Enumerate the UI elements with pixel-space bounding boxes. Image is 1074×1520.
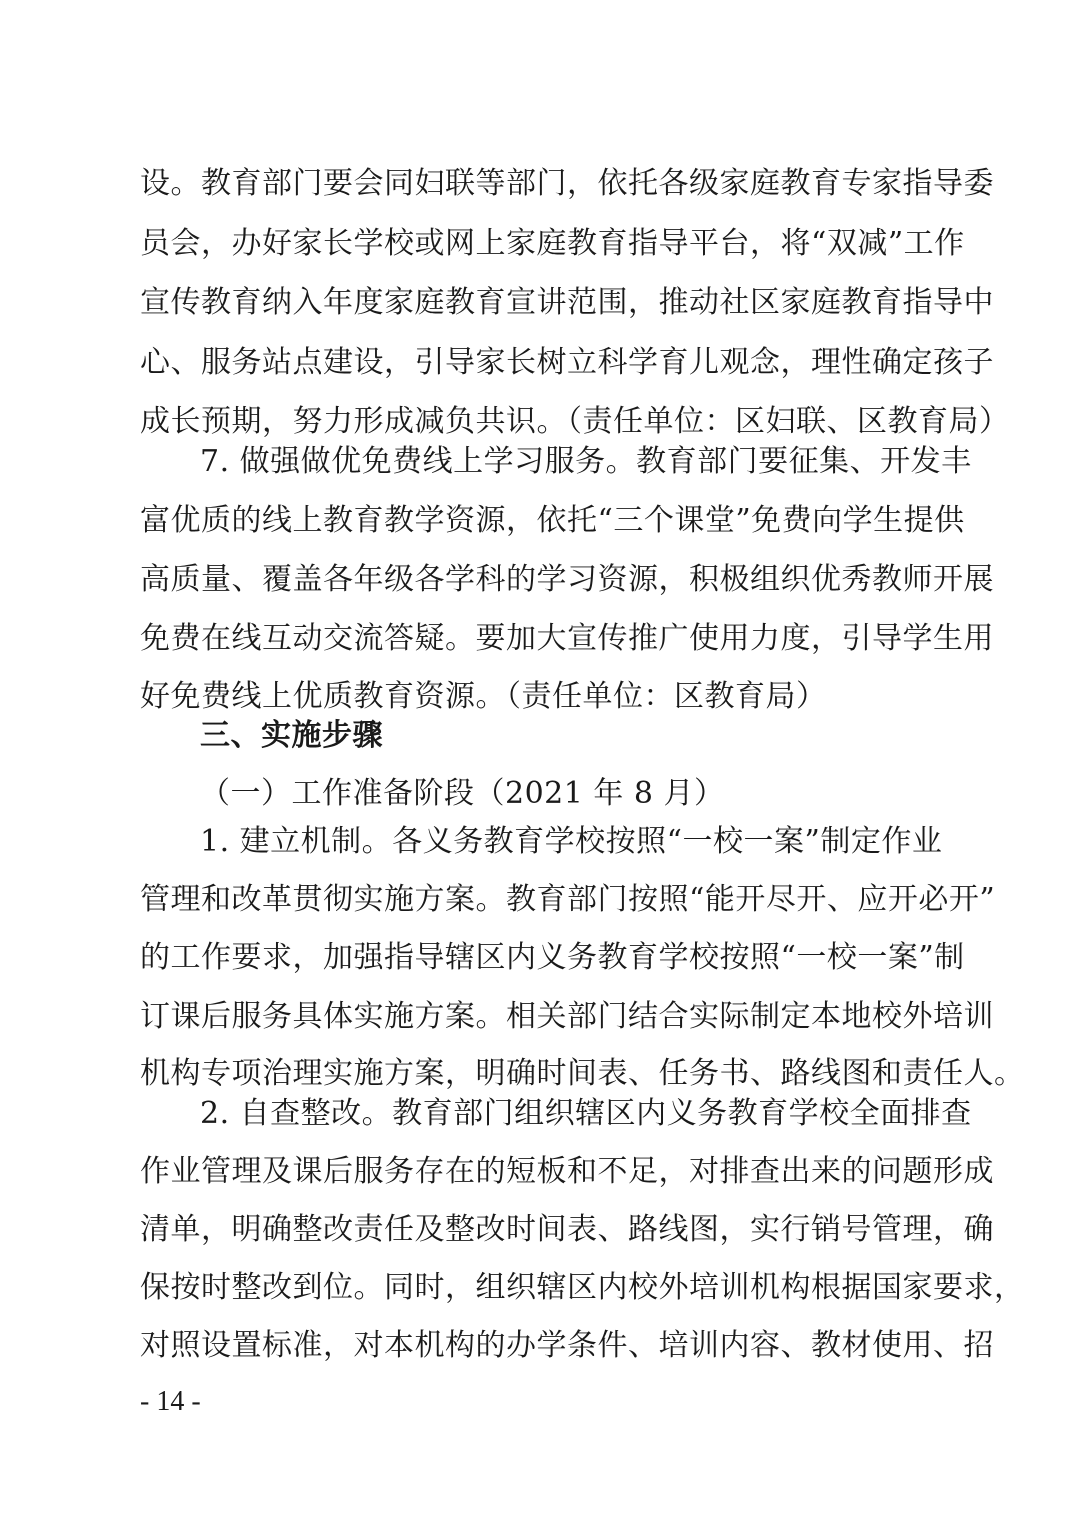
paragraph-line: 7. 做强做优免费线上学习服务。教育部门要征集、开发丰 <box>200 444 972 479</box>
paragraph-line: 清单，明确整改责任及整改时间表、路线图，实行销号管理，确 <box>140 1212 994 1247</box>
paragraph-line: 成长预期，努力形成减负共识。（责任单位：区妇联、区教育局） <box>140 404 1010 439</box>
paragraph-line: 员会，办好家长学校或网上家庭教育指导平台，将“双减”工作 <box>140 226 965 261</box>
paragraph-line: 保按时整改到位。同时，组织辖区内校外培训机构根据国家要求， <box>140 1270 1025 1305</box>
subsection-heading: （一）工作准备阶段（2021 年 8 月） <box>200 776 725 811</box>
page-number: - 14 - <box>140 1386 201 1417</box>
paragraph-line: 心、服务站点建设，引导家长树立科学育儿观念，理性确定孩子 <box>140 345 994 380</box>
paragraph-line: 设。教育部门要会同妇联等部门，依托各级家庭教育专家指导委 <box>140 166 994 201</box>
paragraph-line: 作业管理及课后服务存在的短板和不足，对排查出来的问题形成 <box>140 1154 994 1189</box>
paragraph-line: 的工作要求，加强指导辖区内义务教育学校按照“一校一案”制 <box>140 940 965 975</box>
paragraph-line: 1. 建立机制。各义务教育学校按照“一校一案”制定作业 <box>200 824 943 859</box>
paragraph-line: 对照设置标准，对本机构的办学条件、培训内容、教材使用、招 <box>140 1328 994 1363</box>
paragraph-line: 机构专项治理实施方案，明确时间表、任务书、路线图和责任人。 <box>140 1056 1025 1091</box>
paragraph-line: 免费在线互动交流答疑。要加大宣传推广使用力度，引导学生用 <box>140 621 994 656</box>
section-heading: 三、实施步骤 <box>200 718 383 753</box>
paragraph-line: 宣传教育纳入年度家庭教育宣讲范围，推动社区家庭教育指导中 <box>140 285 994 320</box>
paragraph-line: 管理和改革贯彻实施方案。教育部门按照“能开尽开、应开必开” <box>140 882 996 917</box>
paragraph-line: 订课后服务具体实施方案。相关部门结合实际制定本地校外培训 <box>140 999 994 1034</box>
paragraph-line: 高质量、覆盖各年级各学科的学习资源，积极组织优秀教师开展 <box>140 562 994 597</box>
paragraph-line: 富优质的线上教育教学资源，依托“三个课堂”免费向学生提供 <box>140 503 965 538</box>
paragraph-line: 2. 自查整改。教育部门组织辖区内义务教育学校全面排查 <box>200 1096 972 1131</box>
paragraph-line: 好免费线上优质教育资源。（责任单位：区教育局） <box>140 679 827 714</box>
